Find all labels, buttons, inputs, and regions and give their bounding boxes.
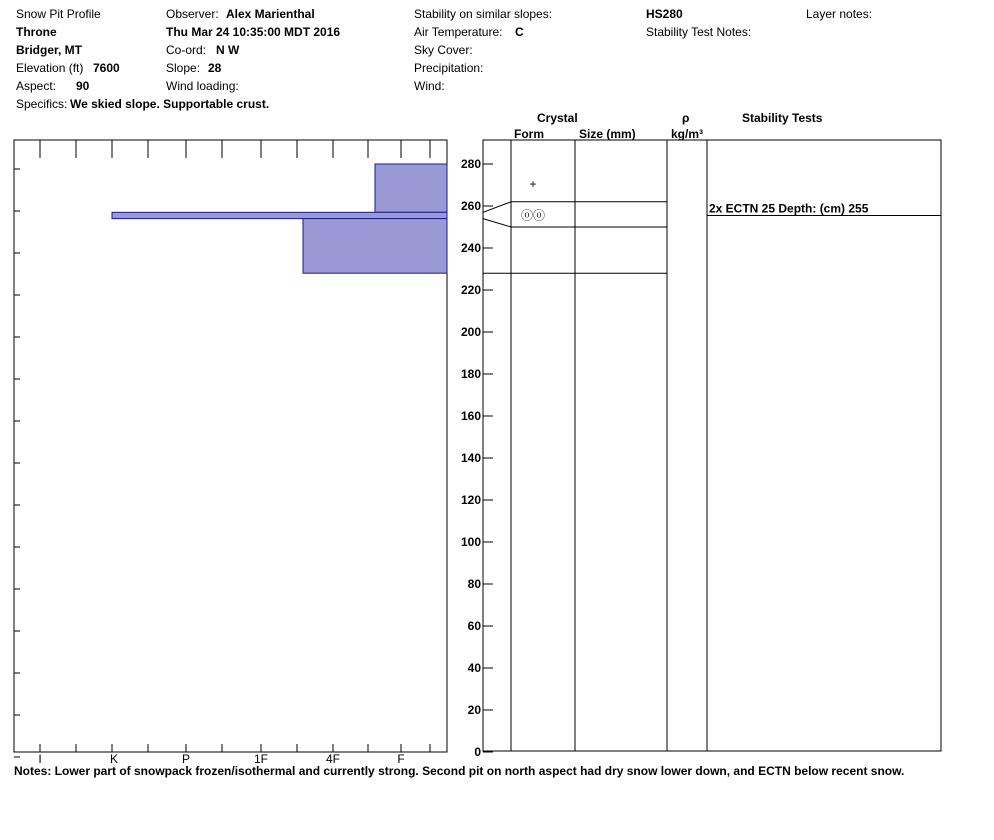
air-temp-label: Air Temperature: [414,25,503,39]
height-tick-label: 20 [467,703,481,717]
page-title: Snow Pit Profile [16,7,101,21]
elevation-value: 7600 [93,61,120,75]
layer-connector-line [483,202,511,213]
observer-label: Observer: [166,7,219,21]
hardness-category-label: P [181,752,191,766]
wind-label: Wind: [414,79,445,93]
hardness-category-label: K [109,752,119,766]
region-name: Bridger, MT [16,43,83,57]
hardness-category-label: F [397,752,405,766]
datetime-value: Thu Mar 24 10:35:00 MDT 2016 [166,25,341,39]
size-header: Size (mm) [579,127,636,141]
stability-similar-label: Stability on similar slopes: [414,7,553,21]
height-tick-label: 240 [460,241,481,255]
density-unit-header: kg/m³ [671,127,704,141]
stability-test-label: 2x ECTN 25 Depth: (cm) 255 [709,201,869,216]
slope-label: Slope: [166,61,201,75]
height-tick-label: 280 [460,157,481,171]
slope-value: 28 [208,61,222,75]
crystal-form-symbol: + [529,176,537,191]
air-temp-unit: C [515,25,524,39]
crystal-header: Crystal [537,111,578,125]
height-tick-label: 40 [467,661,481,675]
elevation-label: Elevation (ft) [16,61,84,75]
coord-value: N W [216,43,240,57]
notes-text: Notes: Lower part of snowpack frozen/isothermal and currently strong. Second pit on north aspect had dry snow lower down, and ECTN below recent snow. [14,764,905,778]
stability-test-notes-label: Stability Test Notes: [646,25,752,39]
height-tick-label: 0 [474,745,481,759]
height-tick-label: 140 [460,451,481,465]
hardness-bar [112,212,447,218]
hardness-bar [375,164,447,212]
hardness-category-label: 4F [325,752,341,766]
stability-tests-header: Stability Tests [742,111,823,125]
height-tick-label: 60 [467,619,481,633]
aspect-value: 90 [76,79,90,93]
height-tick-label: 100 [460,535,481,549]
hardness-category-label: I [38,752,42,766]
specifics-value: We skied slope. Supportable crust. [70,97,270,111]
aspect-label: Aspect: [16,79,57,93]
height-tick-label: 160 [460,409,481,423]
sky-cover-label: Sky Cover: [414,43,473,57]
height-tick-label: 180 [460,367,481,381]
specifics-label: Specifics: [16,97,68,111]
height-tick-label: 120 [460,493,481,507]
layer-notes-label: Layer notes: [806,7,873,21]
form-header: Form [514,127,544,141]
hardness-category-label: 1F [253,752,269,766]
observer-value: Alex Marienthal [226,7,315,21]
height-tick-label: 220 [460,283,481,297]
height-tick-label: 260 [460,199,481,213]
height-tick-label: 200 [460,325,481,339]
hardness-bar [303,219,447,274]
coord-label: Co-ord: [166,43,207,57]
layer-connector-line [483,219,511,227]
layer-table-frame [483,140,941,751]
rho-header: ρ [682,111,690,125]
crystal-form-symbol: ⓞⓞ [520,208,546,223]
location-name: Throne [16,25,57,39]
wind-loading-label: Wind loading: [166,79,239,93]
precipitation-label: Precipitation: [414,61,484,75]
height-tick-label: 80 [467,577,481,591]
hs-value: HS280 [646,7,683,21]
